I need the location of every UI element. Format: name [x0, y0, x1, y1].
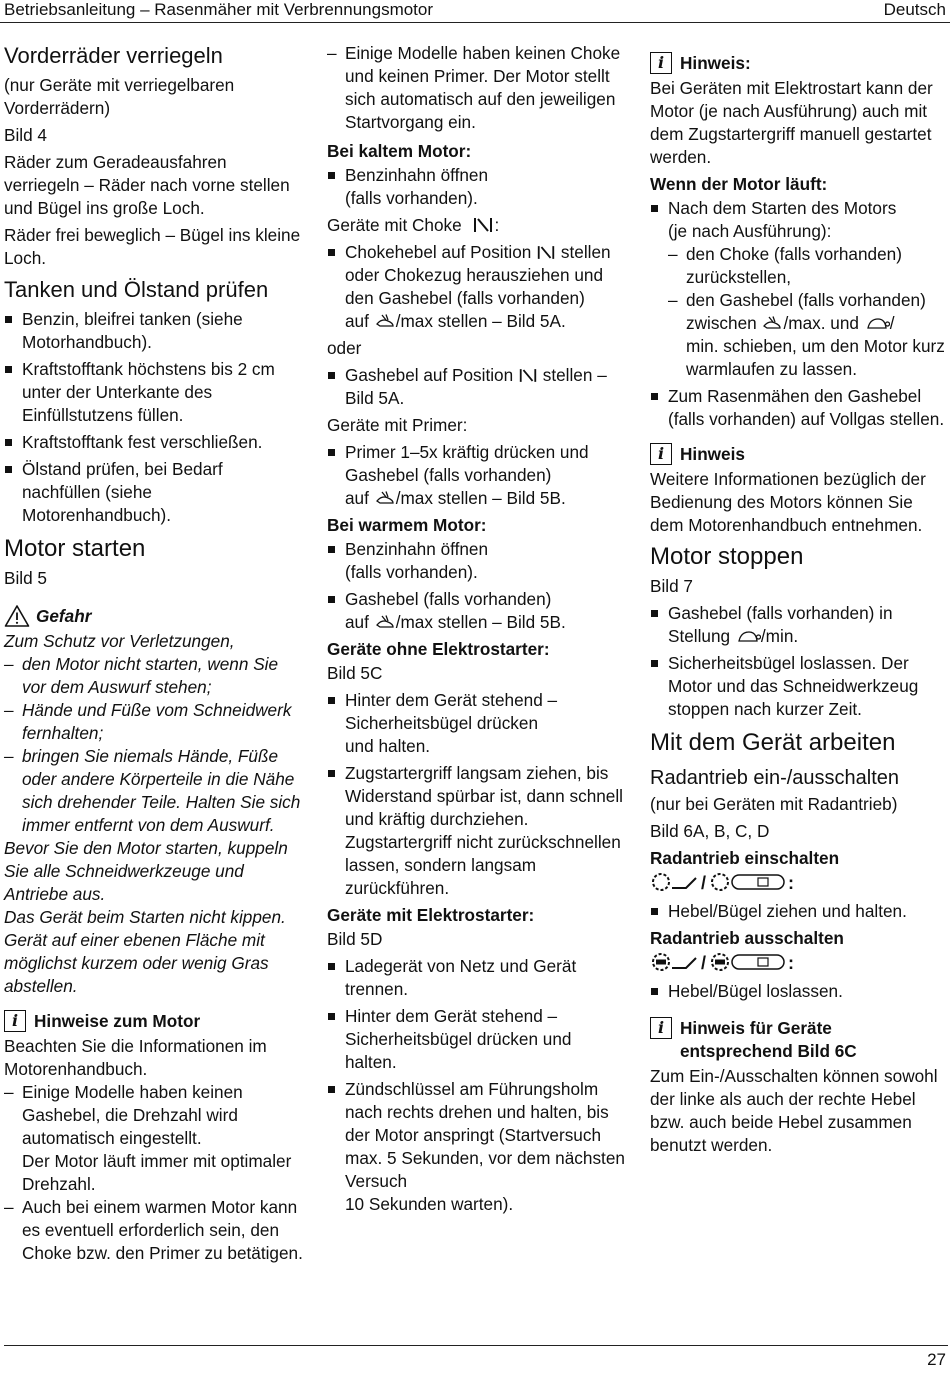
section-title: Vorderräder verriegeln: [4, 43, 223, 68]
text: Gashebel (falls vorhanden) in: [668, 603, 893, 623]
list-item: – Auch bei einem warmen Motor kann es eventuell erforderlich sein, den Choke bzw. den Primer zu betätigen.: [4, 1196, 304, 1265]
dash-list: [4, 653, 304, 837]
list-item: [327, 364, 627, 410]
paragraph: Bild 4: [4, 125, 47, 145]
svg-text:/: /: [701, 873, 707, 893]
page-number: 27: [927, 1350, 946, 1369]
note-heading: [650, 52, 948, 75]
paragraph: (nur Geräte mit verriegelbaren Vorderrädern): [4, 75, 235, 118]
paragraph: Bei Geräten mit Elektrostart kann der Motor (je nach Ausführung) auch mit dem Zugstartergriff manuell gestartet werden.: [650, 78, 933, 167]
list-item: [327, 588, 627, 634]
text: Gashebel (falls vorhanden): [345, 589, 552, 609]
bullet-list: [4, 308, 304, 527]
paragraph: Bild 6A, B, C, D: [650, 821, 770, 841]
bullet-list: [327, 164, 627, 210]
note-heading: [650, 443, 948, 466]
paragraph: Räder frei beweglich – Bügel ins kleine Loch.: [4, 225, 301, 268]
list-item: – Einige Modelle haben keinen Choke und keinen Primer. Der Motor stellt sich automatisch auf den jeweiligen Startvorgang ein.: [327, 42, 627, 134]
list-item: Zum Rasenmähen den Gashebel (falls vorhanden) auf Vollgas stellen.: [650, 385, 948, 431]
bullet-list: [327, 689, 627, 900]
note-heading: [4, 1010, 304, 1033]
text: den Gashebel (falls vorhanden): [686, 290, 926, 310]
list-item: Zündschlüssel am Führungsholm nach rechts drehen und halten, bis der Motor anspringt (Startversuch max. 5 Sekunden, vor dem nächsten Versuch 10 Sekunden warten).: [327, 1078, 627, 1216]
turtle-icon: [864, 316, 890, 332]
bullet-list: [650, 197, 948, 431]
text: /max stellen – Bild 5B.: [395, 488, 566, 508]
section-title: Motor starten: [4, 535, 146, 562]
list-item: Zugstartergriff langsam ziehen, bis Widerstand spürbar ist, dann schnell und kräftig durchziehen. Zugstartergriff nicht zurückschnellen lassen, sondern langsam zurückführen.: [327, 762, 627, 900]
list-item: – Hände und Füße vom Schneidwerk fernhalten;: [4, 699, 304, 745]
subheading: Radantrieb ausschalten: [650, 928, 844, 948]
dash-list: [4, 1081, 304, 1265]
bullet-list: [327, 241, 627, 333]
paragraph: Bild 7: [650, 576, 693, 596]
note-title: Hinweise zum Motor: [34, 1011, 201, 1031]
svg-text::: :: [788, 953, 794, 973]
list-item: – bringen Sie niemals Hände, Füße oder andere Körperteile in die Nähe sich drehender Teile. Halten Sie sich immer entfernt von dem Auswurf.: [4, 745, 304, 837]
info-icon: i: [650, 443, 672, 465]
info-icon: i: [4, 1010, 26, 1032]
bullet-list: [650, 900, 948, 923]
list-item: – den Motor nicht starten, wenn Sie vor dem Auswurf stehen;: [4, 653, 304, 699]
text: /max. und: [783, 313, 859, 333]
list-item: Kraftstofftank höchstens bis 2 cm unter der Unterkante des Einfüllstutzens füllen.: [4, 358, 304, 427]
list-item: [650, 197, 948, 381]
list-item: [327, 441, 627, 510]
text: auf: [345, 311, 369, 331]
subheading: Bei kaltem Motor:: [327, 141, 472, 161]
list-item: Kraftstofftank fest verschließen.: [4, 431, 304, 454]
text: min. schieben, um den Motor kurz warmlaufen zu lassen.: [686, 336, 945, 379]
note-title: Hinweis:: [680, 53, 751, 73]
text: Primer 1–5x kräftig drücken und Gashebel (falls vorhanden): [345, 442, 589, 485]
list-item: – Einige Modelle haben keinen Gashebel, die Drehzahl wird automatisch eingestellt. Der Motor läuft immer mit optimaler Drehzahl.: [4, 1081, 304, 1196]
svg-text:/: /: [701, 953, 707, 973]
list-item: Ölstand prüfen, bei Bedarf nachfüllen (siehe Motorenhandbuch).: [4, 458, 304, 527]
subsection-title: Radantrieb ein-/ausschalten: [650, 767, 900, 789]
paragraph: Räder zum Geradeausfahren verriegeln – Räder nach vorne stellen und Bügel ins große Loch.: [4, 152, 290, 218]
column-2: [327, 42, 627, 1220]
section-title: Mit dem Gerät arbeiten: [650, 729, 896, 756]
note-heading: [650, 1017, 948, 1063]
rabbit-icon: [374, 491, 396, 507]
warning-triangle-icon: [4, 604, 30, 628]
bullet-list: [650, 602, 948, 721]
bullet-list: [650, 980, 948, 1003]
choke-icon: [536, 244, 556, 261]
column-1: [4, 42, 304, 1265]
paragraph: Geräte mit Primer:: [327, 415, 468, 435]
paragraph: oder: [327, 338, 362, 358]
stop-lever-icon: [650, 950, 800, 974]
list-item: Benzinhahn öffnen (falls vorhanden).: [327, 164, 627, 210]
paragraph: Bild 5C: [327, 663, 383, 683]
paragraph: (nur bei Geräten mit Radantrieb): [650, 794, 898, 814]
list-item: Ladegerät von Netz und Gerät trennen.: [327, 955, 627, 1001]
subheading: Radantrieb einschalten: [650, 848, 840, 868]
list-item: [668, 289, 948, 381]
paragraph: Beachten Sie die Informationen im Motorenhandbuch.: [4, 1036, 267, 1079]
list-item: Benzin, bleifrei tanken (siehe Motorhandbuch).: [4, 308, 304, 354]
bullet-list: [327, 441, 627, 510]
rabbit-icon: [374, 615, 396, 631]
list-item: Hinter dem Gerät stehend – Sicherheitsbügel drücken und halten.: [327, 689, 627, 758]
drive-on-symbols: [650, 870, 948, 896]
paragraph: Bevor Sie den Motor starten, kuppeln Sie alle Schneidwerkzeuge und Antriebe aus.: [4, 838, 288, 904]
dash-list: [327, 42, 627, 134]
paragraph: Zum Ein-/Ausschalten können sowohl der linke als auch der rechte Hebel bzw. auch beide Hebel zusammen benutzt werden.: [650, 1066, 938, 1155]
text: Gashebel auf Position: [345, 365, 514, 385]
text: Stellung: [668, 626, 731, 646]
paragraph: Das Gerät beim Starten nicht kippen. Gerät auf einer ebenen Fläche mit möglichst kurzem oder wenig Gras abstellen.: [4, 907, 286, 996]
choke-label: Geräte mit Choke: [327, 215, 462, 235]
text: stellen oder Chokezug herausziehen und den Gashebel (falls vorhanden): [345, 242, 611, 308]
choke-icon: [518, 367, 538, 384]
text: /max stellen – Bild 5B.: [395, 612, 566, 632]
list-item: Benzinhahn öffnen (falls vorhanden).: [327, 538, 627, 584]
bullet-list: [327, 955, 627, 1216]
list-item: [327, 241, 627, 333]
paragraph: Geräte mit Choke :: [327, 215, 500, 235]
text: Nach dem Starten des Motors (je nach Ausführung):: [668, 198, 897, 241]
list-item: Hebel/Bügel ziehen und halten.: [650, 900, 948, 923]
note-title: Hinweis für Geräte entsprechend Bild 6C: [680, 1018, 857, 1061]
bullet-list: [327, 538, 627, 634]
page-footer: [4, 1345, 948, 1369]
paragraph: Bild 5: [4, 568, 47, 588]
choke-icon: [472, 216, 494, 234]
list-item: Hinter dem Gerät stehend – Sicherheitsbügel drücken und halten.: [327, 1005, 627, 1074]
svg-text::: :: [788, 873, 794, 893]
subheading: Wenn der Motor läuft:: [650, 174, 828, 194]
text: Chokehebel auf Position: [345, 242, 532, 262]
turtle-icon: [735, 629, 761, 645]
list-item: – den Choke (falls vorhanden) zurückstellen,: [668, 243, 948, 289]
drive-off-symbols: [650, 950, 948, 976]
text: /min.: [760, 626, 799, 646]
subheading: Bei warmem Motor:: [327, 515, 487, 535]
dash-list: [668, 243, 948, 381]
list-item: Hebel/Bügel loslassen.: [650, 980, 948, 1003]
list-item: [650, 602, 948, 648]
danger-block: [4, 630, 304, 998]
danger-heading: [4, 604, 304, 628]
page-header: [0, 0, 950, 23]
gear-lever-icon: [650, 870, 800, 894]
text: zwischen: [686, 313, 757, 333]
section-title: Motor stoppen: [650, 543, 804, 570]
document-title: Betriebsanleitung – Rasenmäher mit Verbrennungsmotor: [4, 0, 434, 19]
paragraph: Bild 5D: [327, 929, 383, 949]
danger-title: Gefahr: [36, 605, 92, 626]
info-icon: i: [650, 52, 672, 74]
bullet-list: [327, 364, 627, 410]
subheading: Geräte ohne Elektrostarter:: [327, 639, 550, 659]
list-item: Sicherheitsbügel loslassen. Der Motor und das Schneidwerkzeug stoppen nach kurzer Zeit.: [650, 652, 948, 721]
text: stellen – Bild 5A.: [345, 365, 607, 408]
info-icon: i: [650, 1017, 672, 1039]
text: /max stellen – Bild 5A.: [395, 311, 566, 331]
subheading: Geräte mit Elektrostarter:: [327, 905, 535, 925]
section-title: Tanken und Ölstand prüfen: [4, 277, 269, 302]
rabbit-icon: [761, 316, 783, 332]
paragraph: Weitere Informationen bezüglich der Bedienung des Motors können Sie dem Motorenhandbuch entnehmen.: [650, 469, 926, 535]
text: /: [889, 313, 895, 333]
note-title: Hinweis: [680, 444, 745, 464]
column-3: [650, 42, 948, 1161]
text: auf: [345, 612, 369, 632]
rabbit-icon: [374, 314, 396, 330]
text: auf: [345, 488, 369, 508]
paragraph: Zum Schutz vor Verletzungen,: [4, 631, 235, 651]
language-label: Deutsch: [883, 0, 946, 19]
